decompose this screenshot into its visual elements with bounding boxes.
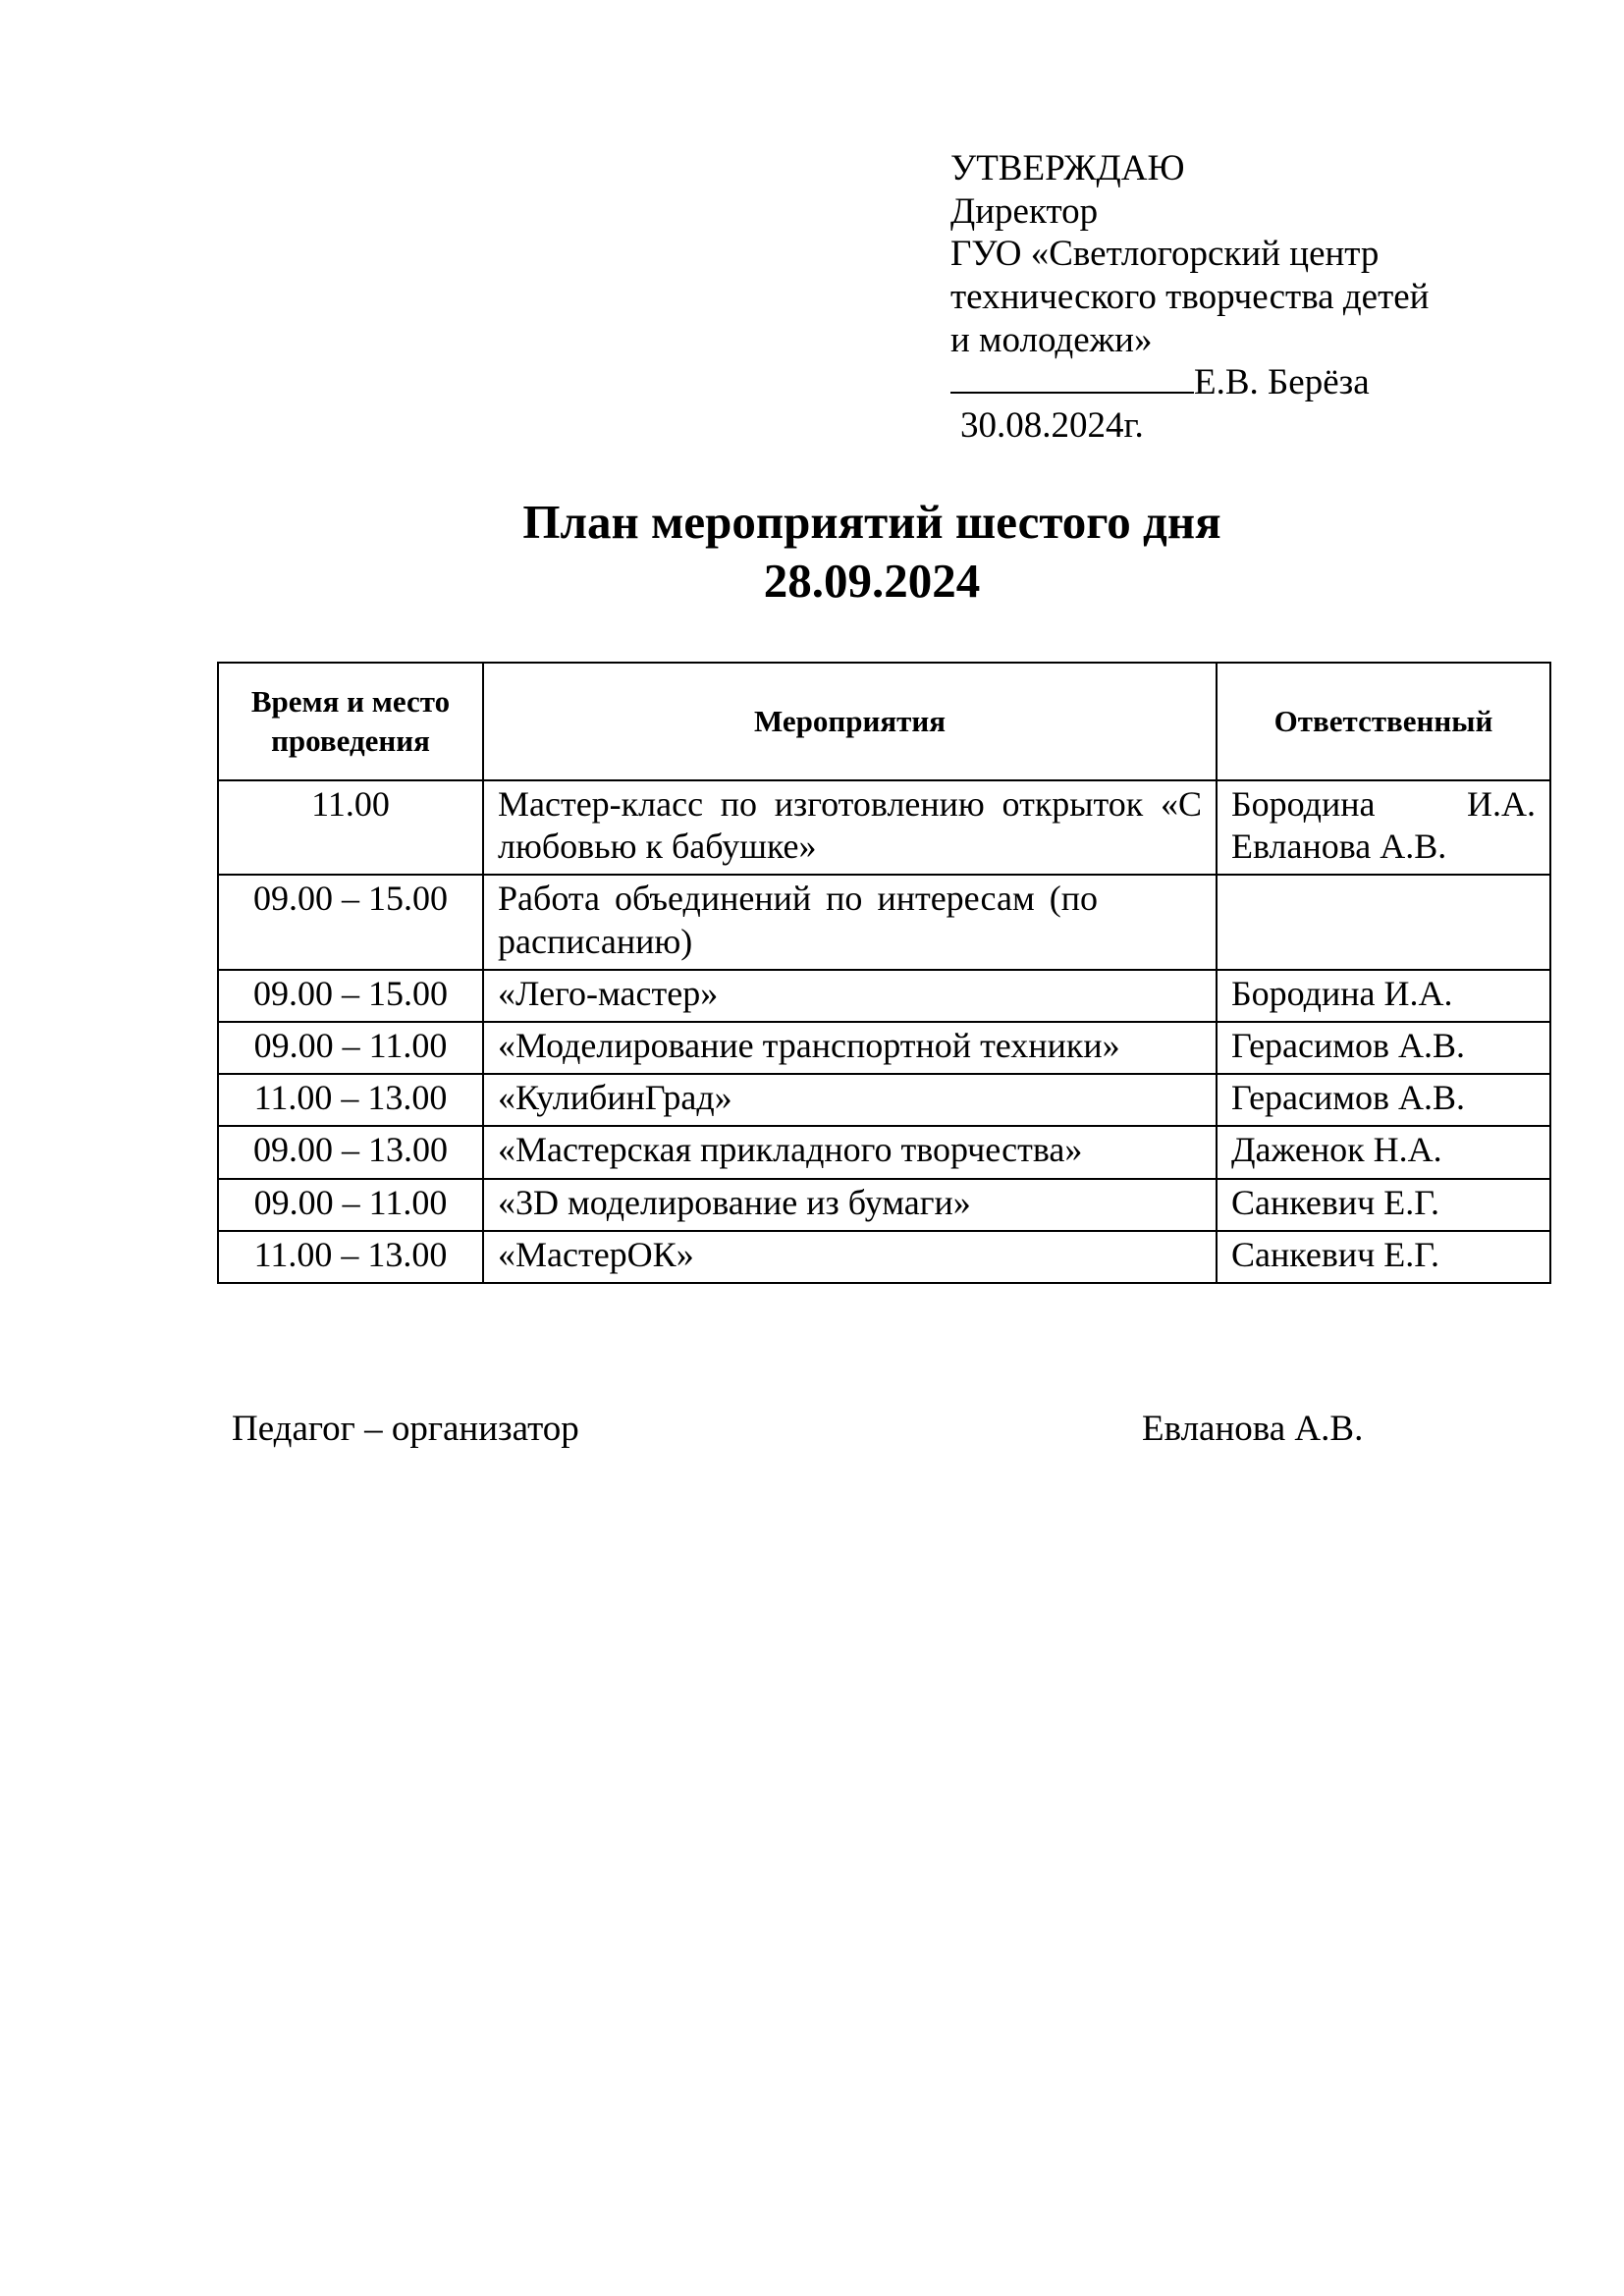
cell-responsible <box>1217 875 1550 969</box>
cell-event: «МастерОК» <box>483 1231 1217 1283</box>
table-row <box>218 1074 1550 1126</box>
header-event: Мероприятия <box>483 663 1217 780</box>
table-header-row <box>218 663 1550 780</box>
page-title-date: 28.09.2024 <box>763 553 981 608</box>
approval-block <box>950 147 1559 448</box>
events-table <box>217 662 1551 1284</box>
cell-time: 11.00 – 13.00 <box>218 1231 483 1283</box>
table-row <box>218 1231 1550 1283</box>
cell-responsible: Бородина И.А. Евланова А.В. <box>1217 780 1550 875</box>
cell-event: «КулибинГрад» <box>483 1074 1217 1126</box>
table-row <box>218 780 1550 875</box>
approval-org-line2: технического творчества детей <box>950 276 1430 317</box>
cell-event: Мастер-класс по изготовлению открыток «С любовью к бабушке» <box>483 780 1217 875</box>
approval-signatory: Е.В. Берёза <box>1194 362 1370 403</box>
cell-responsible: Бородина И.А. <box>1217 970 1550 1022</box>
table-row <box>218 970 1550 1022</box>
cell-time: 09.00 – 11.00 <box>218 1179 483 1231</box>
cell-time: 09.00 – 13.00 <box>218 1126 483 1178</box>
table-row <box>218 1022 1550 1074</box>
approval-signature-row <box>950 361 1559 404</box>
cell-time: 09.00 – 15.00 <box>218 875 483 969</box>
table-row <box>218 875 1550 969</box>
footer-name: Евланова А.В. <box>1142 1409 1364 1449</box>
header-time: Время и место проведения <box>218 663 483 780</box>
cell-time: 09.00 – 11.00 <box>218 1022 483 1074</box>
approval-org-line3: и молодежи» <box>950 319 1153 360</box>
cell-event: Работа объединений по интересам (по расписанию) <box>483 875 1217 969</box>
cell-responsible: Даженок Н.А. <box>1217 1126 1550 1178</box>
signature-line <box>950 362 1194 394</box>
cell-event: «Моделирование транспортной техники» <box>483 1022 1217 1074</box>
approval-org-line1: ГУО «Светлогорский центр <box>950 234 1380 275</box>
cell-responsible: Санкевич Е.Г. <box>1217 1179 1550 1231</box>
header-responsible: Ответственный <box>1217 663 1550 780</box>
cell-responsible: Герасимов А.В. <box>1217 1022 1550 1074</box>
cell-responsible: Санкевич Е.Г. <box>1217 1231 1550 1283</box>
table-row <box>218 1179 1550 1231</box>
approval-date: 30.08.2024г. <box>960 404 1144 446</box>
cell-event: «Мастерская прикладного творчества» <box>483 1126 1217 1178</box>
cell-event: «Лего-мастер» <box>483 970 1217 1022</box>
table-row <box>218 1126 1550 1178</box>
approval-position: Директор <box>950 190 1099 232</box>
page-title-line1: План мероприятий шестого дня <box>522 495 1221 549</box>
page-title <box>0 493 1624 611</box>
cell-time: 11.00 – 13.00 <box>218 1074 483 1126</box>
cell-responsible: Герасимов А.В. <box>1217 1074 1550 1126</box>
cell-time: 11.00 <box>218 780 483 875</box>
footer-role: Педагог – организатор <box>232 1409 579 1449</box>
approval-heading: УТВЕРЖДАЮ <box>950 148 1185 188</box>
cell-time: 09.00 – 15.00 <box>218 970 483 1022</box>
cell-event: «3D моделирование из бумаги» <box>483 1179 1217 1231</box>
